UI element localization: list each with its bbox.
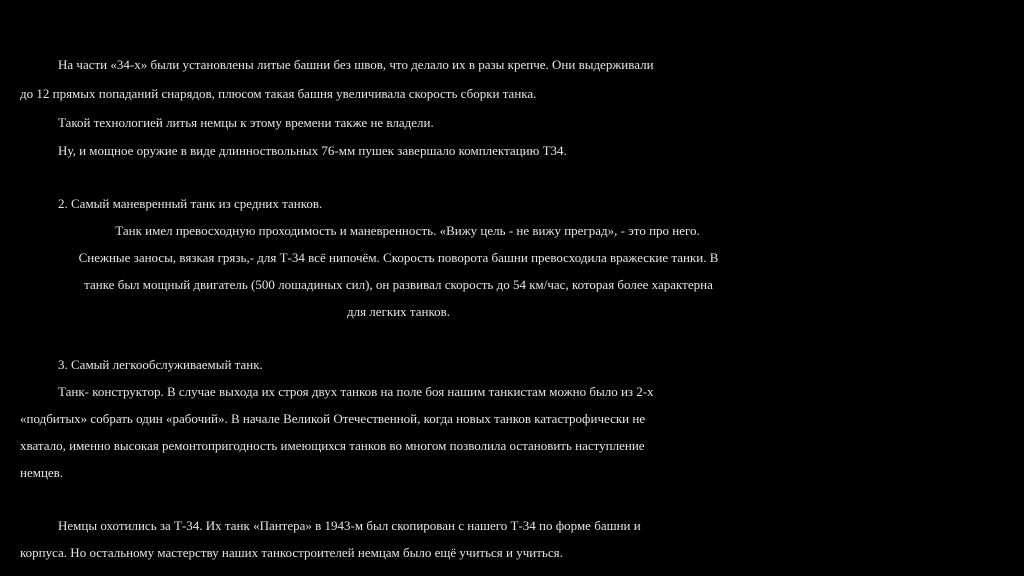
intro-line-1: На части «34-х» были установлены литые башни без швов, что делало их в разы крепче. Они выдерживали (58, 57, 654, 72)
section-2-line-4: для легких танков. (346, 304, 451, 319)
closing-line-2: корпуса. Но остальному мастерству наших танкостроителей немцам было ещё учиться и учиться. (20, 545, 563, 560)
section-2-line-2: Снежные заносы, вязкая грязь,- для Т-34 всё нипочём. Скорость поворота башни превосходила вражеские танки. В (78, 250, 719, 265)
intro-line-2: до 12 прямых попаданий снарядов, плюсом такая башня увеличивала скорость сборки танка. (20, 86, 537, 101)
intro-line-3: Такой технологией литья немцы к этому времени также не владели. (58, 115, 434, 130)
section-3-heading: 3. Самый легкообслуживаемый танк. (58, 357, 263, 372)
section-2-line-1: Танк имел превосходную проходимость и маневренность. «Вижу цель - не вижу преград», - это про него. (115, 223, 700, 238)
section-2-line-3: танке был мощный двигатель (500 лошадиных сил), он развивал скорость до 54 км/час, которая более характерна (84, 277, 713, 292)
section-3-line-4: немцев. (20, 465, 64, 480)
section-2-heading: 2. Самый маневренный танк из средних танков. (58, 196, 323, 211)
section-3-line-3: хватало, именно высокая ремонтопригодность имеющихся танков во многом позволила остановить наступление (20, 438, 645, 453)
section-3-line-1: Танк- конструктор. В случае выхода их строя двух танков на поле боя нашим танкистам можно было из 2-х (58, 384, 654, 399)
intro-line-4: Ну, и мощное оружие в виде длинноствольных 76-мм пушек завершало комплектацию Т34. (58, 143, 567, 158)
section-3-line-2: «подбитых» собрать один «рабочий». В начале Великой Отечественной, когда новых танков катастрофически не (20, 411, 646, 426)
closing-line-1: Немцы охотились за Т-34. Их танк «Пантера» в 1943-м был скопирован с нашего Т-34 по форме башни и (58, 518, 641, 533)
